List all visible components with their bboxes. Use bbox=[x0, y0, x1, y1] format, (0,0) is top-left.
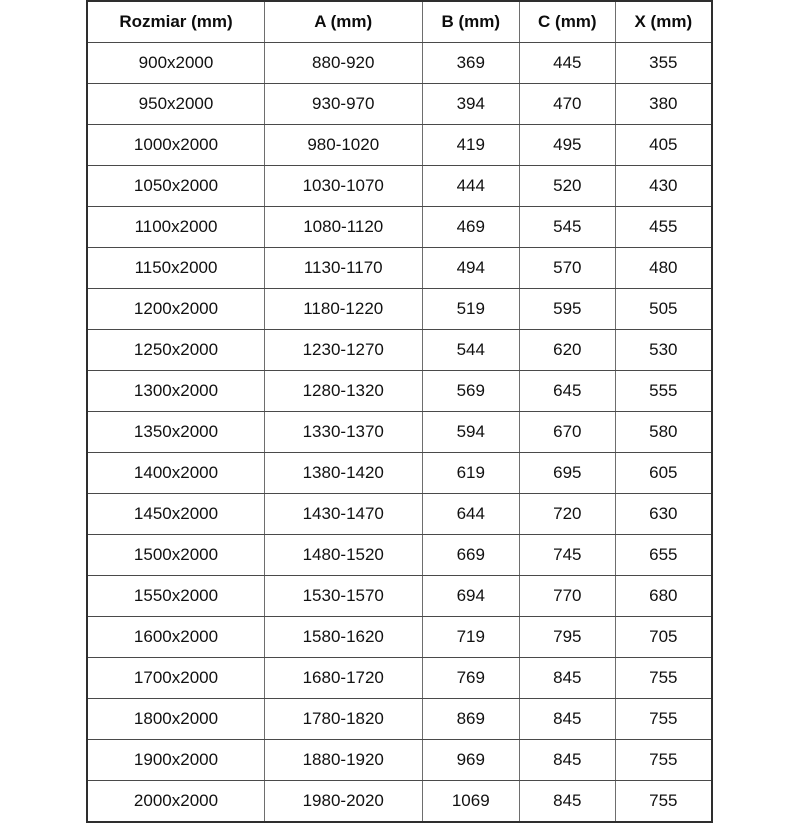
cell-c: 470 bbox=[520, 84, 616, 125]
cell-rozmiar: 1350x2000 bbox=[87, 412, 265, 453]
cell-rozmiar: 1150x2000 bbox=[87, 248, 265, 289]
cell-b: 644 bbox=[422, 494, 520, 535]
cell-a: 1080-1120 bbox=[265, 207, 423, 248]
cell-x: 380 bbox=[615, 84, 712, 125]
cell-x: 480 bbox=[615, 248, 712, 289]
size-table bbox=[86, 0, 713, 823]
cell-b: 444 bbox=[422, 166, 520, 207]
cell-b: 969 bbox=[422, 740, 520, 781]
cell-c: 445 bbox=[520, 43, 616, 84]
table-row bbox=[87, 453, 712, 494]
cell-rozmiar: 950x2000 bbox=[87, 84, 265, 125]
cell-rozmiar: 1000x2000 bbox=[87, 125, 265, 166]
table-row bbox=[87, 289, 712, 330]
cell-c: 770 bbox=[520, 576, 616, 617]
cell-x: 755 bbox=[615, 740, 712, 781]
cell-a: 1330-1370 bbox=[265, 412, 423, 453]
cell-c: 720 bbox=[520, 494, 616, 535]
cell-x: 580 bbox=[615, 412, 712, 453]
cell-a: 1030-1070 bbox=[265, 166, 423, 207]
cell-rozmiar: 1700x2000 bbox=[87, 658, 265, 699]
table-row bbox=[87, 330, 712, 371]
cell-c: 745 bbox=[520, 535, 616, 576]
column-header-b: B (mm) bbox=[422, 1, 520, 43]
column-header-a: A (mm) bbox=[265, 1, 423, 43]
cell-c: 845 bbox=[520, 781, 616, 823]
cell-c: 570 bbox=[520, 248, 616, 289]
cell-c: 545 bbox=[520, 207, 616, 248]
column-header-x: X (mm) bbox=[615, 1, 712, 43]
cell-b: 419 bbox=[422, 125, 520, 166]
cell-b: 769 bbox=[422, 658, 520, 699]
cell-x: 755 bbox=[615, 699, 712, 740]
table-body bbox=[87, 43, 712, 823]
cell-c: 695 bbox=[520, 453, 616, 494]
cell-a: 1430-1470 bbox=[265, 494, 423, 535]
cell-a: 1780-1820 bbox=[265, 699, 423, 740]
cell-b: 569 bbox=[422, 371, 520, 412]
cell-rozmiar: 1400x2000 bbox=[87, 453, 265, 494]
cell-b: 869 bbox=[422, 699, 520, 740]
cell-a: 1230-1270 bbox=[265, 330, 423, 371]
cell-b: 694 bbox=[422, 576, 520, 617]
table-row bbox=[87, 84, 712, 125]
cell-x: 405 bbox=[615, 125, 712, 166]
cell-x: 630 bbox=[615, 494, 712, 535]
table-row bbox=[87, 248, 712, 289]
cell-rozmiar: 1900x2000 bbox=[87, 740, 265, 781]
cell-a: 880-920 bbox=[265, 43, 423, 84]
cell-x: 355 bbox=[615, 43, 712, 84]
cell-x: 455 bbox=[615, 207, 712, 248]
table-row bbox=[87, 740, 712, 781]
cell-a: 1480-1520 bbox=[265, 535, 423, 576]
cell-rozmiar: 1250x2000 bbox=[87, 330, 265, 371]
cell-c: 845 bbox=[520, 658, 616, 699]
cell-b: 719 bbox=[422, 617, 520, 658]
cell-a: 1880-1920 bbox=[265, 740, 423, 781]
cell-b: 544 bbox=[422, 330, 520, 371]
table-row bbox=[87, 207, 712, 248]
cell-b: 1069 bbox=[422, 781, 520, 823]
cell-rozmiar: 1450x2000 bbox=[87, 494, 265, 535]
cell-c: 520 bbox=[520, 166, 616, 207]
cell-x: 555 bbox=[615, 371, 712, 412]
cell-x: 505 bbox=[615, 289, 712, 330]
cell-b: 394 bbox=[422, 84, 520, 125]
cell-a: 1280-1320 bbox=[265, 371, 423, 412]
cell-x: 605 bbox=[615, 453, 712, 494]
cell-rozmiar: 1050x2000 bbox=[87, 166, 265, 207]
cell-a: 1580-1620 bbox=[265, 617, 423, 658]
cell-a: 930-970 bbox=[265, 84, 423, 125]
table-row bbox=[87, 617, 712, 658]
cell-x: 680 bbox=[615, 576, 712, 617]
cell-a: 1130-1170 bbox=[265, 248, 423, 289]
table-row bbox=[87, 166, 712, 207]
cell-b: 519 bbox=[422, 289, 520, 330]
cell-c: 620 bbox=[520, 330, 616, 371]
cell-b: 369 bbox=[422, 43, 520, 84]
cell-c: 670 bbox=[520, 412, 616, 453]
cell-x: 755 bbox=[615, 658, 712, 699]
cell-x: 530 bbox=[615, 330, 712, 371]
cell-a: 980-1020 bbox=[265, 125, 423, 166]
cell-a: 1680-1720 bbox=[265, 658, 423, 699]
table-row bbox=[87, 658, 712, 699]
cell-b: 469 bbox=[422, 207, 520, 248]
cell-c: 495 bbox=[520, 125, 616, 166]
table-row bbox=[87, 43, 712, 84]
table-row bbox=[87, 781, 712, 823]
cell-c: 845 bbox=[520, 699, 616, 740]
cell-b: 494 bbox=[422, 248, 520, 289]
cell-x: 430 bbox=[615, 166, 712, 207]
cell-rozmiar: 2000x2000 bbox=[87, 781, 265, 823]
cell-rozmiar: 900x2000 bbox=[87, 43, 265, 84]
table-row bbox=[87, 535, 712, 576]
cell-rozmiar: 1200x2000 bbox=[87, 289, 265, 330]
table-row bbox=[87, 494, 712, 535]
cell-rozmiar: 1600x2000 bbox=[87, 617, 265, 658]
cell-b: 594 bbox=[422, 412, 520, 453]
cell-rozmiar: 1100x2000 bbox=[87, 207, 265, 248]
cell-x: 705 bbox=[615, 617, 712, 658]
cell-x: 755 bbox=[615, 781, 712, 823]
table-row bbox=[87, 125, 712, 166]
table-row bbox=[87, 576, 712, 617]
table-row bbox=[87, 699, 712, 740]
cell-c: 795 bbox=[520, 617, 616, 658]
cell-rozmiar: 1550x2000 bbox=[87, 576, 265, 617]
header-row bbox=[87, 1, 712, 43]
cell-a: 1530-1570 bbox=[265, 576, 423, 617]
cell-b: 669 bbox=[422, 535, 520, 576]
table-row bbox=[87, 371, 712, 412]
cell-x: 655 bbox=[615, 535, 712, 576]
cell-a: 1380-1420 bbox=[265, 453, 423, 494]
column-header-c: C (mm) bbox=[520, 1, 616, 43]
cell-rozmiar: 1500x2000 bbox=[87, 535, 265, 576]
cell-c: 845 bbox=[520, 740, 616, 781]
cell-c: 595 bbox=[520, 289, 616, 330]
column-header-rozmiar: Rozmiar (mm) bbox=[87, 1, 265, 43]
table-row bbox=[87, 412, 712, 453]
cell-a: 1180-1220 bbox=[265, 289, 423, 330]
cell-rozmiar: 1800x2000 bbox=[87, 699, 265, 740]
cell-rozmiar: 1300x2000 bbox=[87, 371, 265, 412]
cell-b: 619 bbox=[422, 453, 520, 494]
cell-a: 1980-2020 bbox=[265, 781, 423, 823]
cell-c: 645 bbox=[520, 371, 616, 412]
